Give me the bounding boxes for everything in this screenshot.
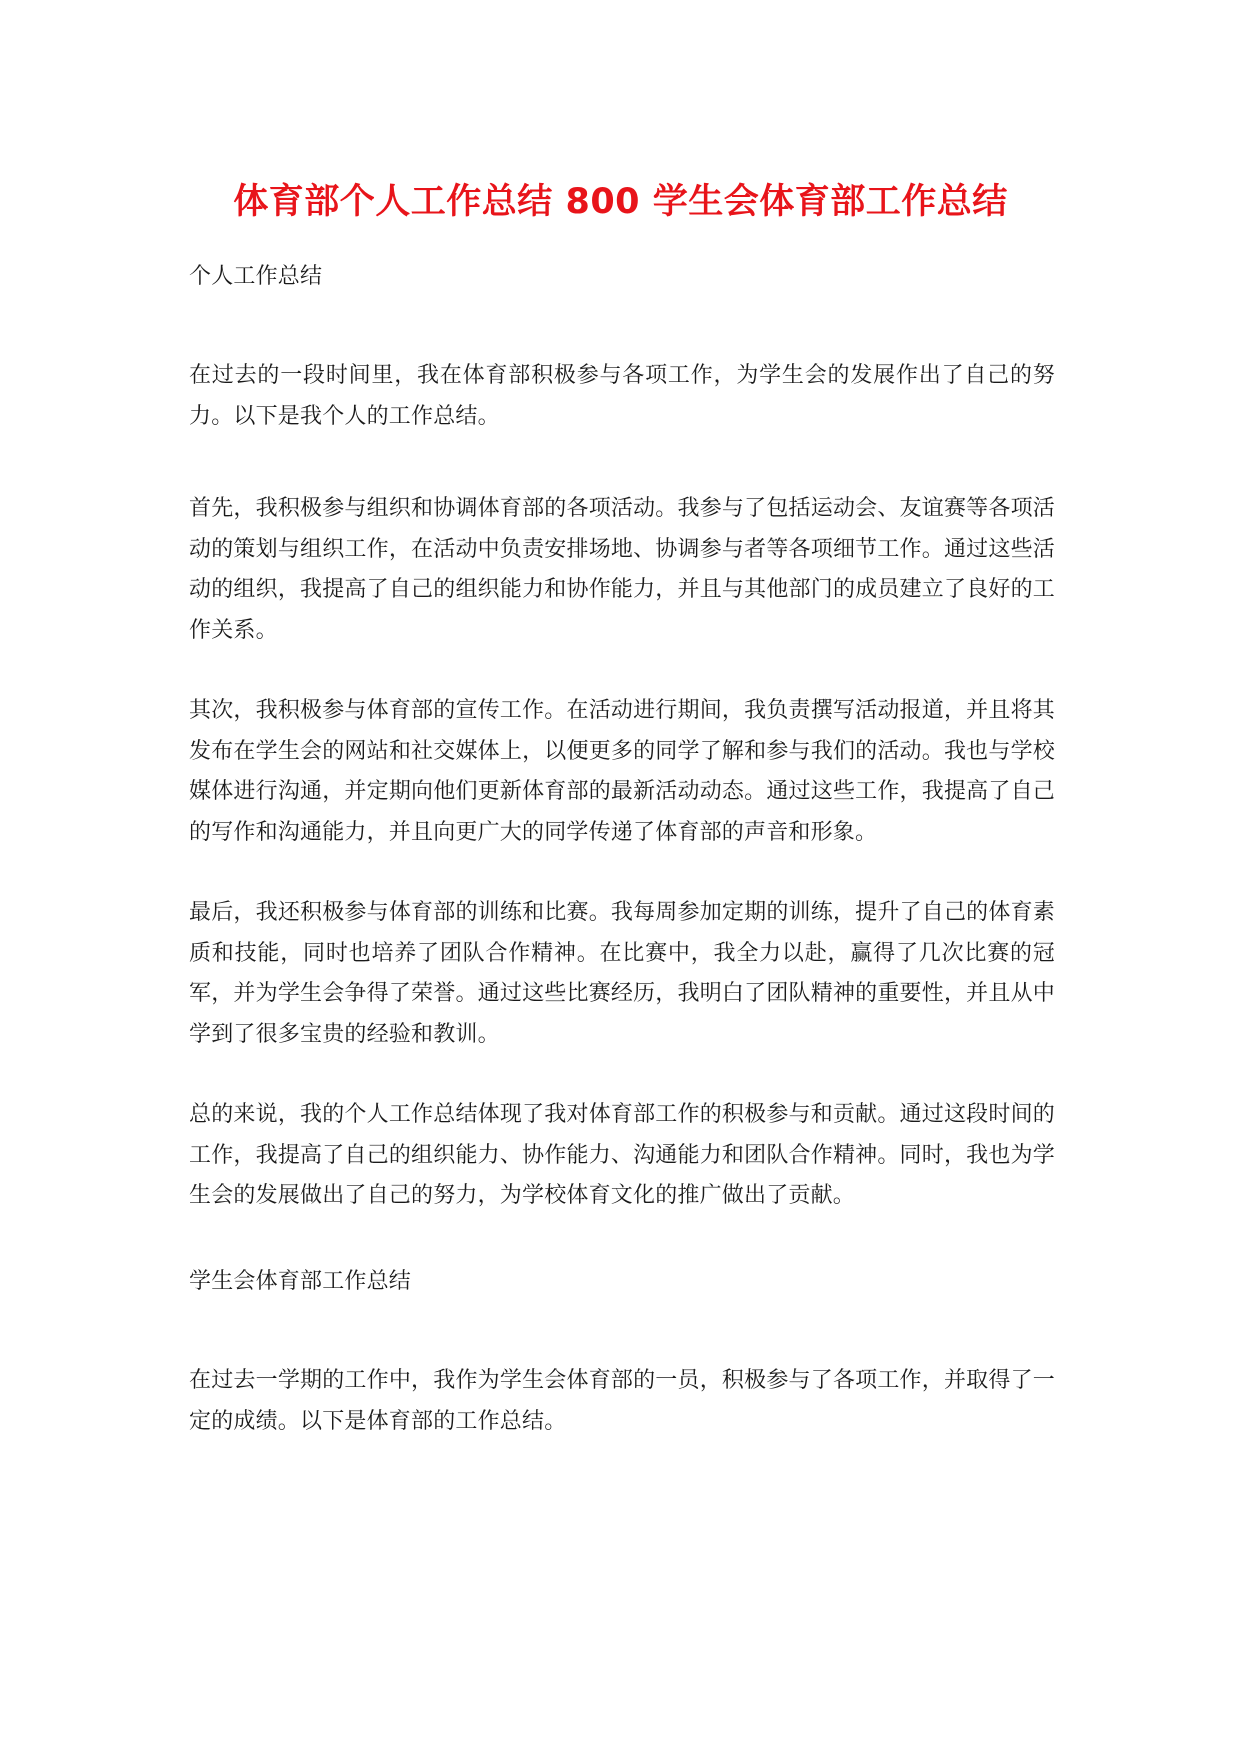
paragraph: 在过去一学期的工作中，我作为学生会体育部的一员，积极参与了各项工作，并取得了一定的成绩。以下是体育部的工作总结。: [189, 1368, 1055, 1434]
document-title: 体育部个人工作总结 800 学生会体育部工作总结: [233, 182, 1008, 222]
paragraph: 其次，我积极参与体育部的宣传工作。在活动进行期间，我负责撰写活动报道，并且将其发布在学生会的网站和社交媒体上，以便更多的同学了解和参与我们的活动。我也与学校媒体进行沟通，并定期向他们更新体育部的最新活动动态。通过这些工作，我提高了自己的写作和沟通能力，并且向更广大的同学传递了体育部的声音和形象。: [189, 698, 1055, 845]
paragraph: 首先，我积极参与组织和协调体育部的各项活动。我参与了包括运动会、友谊赛等各项活动的策划与组织工作，在活动中负责安排场地、协调参与者等各项细节工作。通过这些活动的组织，我提高了自己的组织能力和协作能力，并且与其他部门的成员建立了良好的工作关系。: [189, 496, 1055, 643]
paragraph: 最后，我还积极参与体育部的训练和比赛。我每周参加定期的训练，提升了自己的体育素质和技能，同时也培养了团队合作精神。在比赛中，我全力以赴，赢得了几次比赛的冠军，并为学生会争得了荣誉。通过这些比赛经历，我明白了团队精神的重要性，并且从中学到了很多宝贵的经验和教训。: [189, 900, 1055, 1047]
section-heading: 个人工作总结: [189, 264, 323, 289]
paragraph: 总的来说，我的个人工作总结体现了我对体育部工作的积极参与和贡献。通过这段时间的工作，我提高了自己的组织能力、协作能力、沟通能力和团队合作精神。同时，我也为学生会的发展做出了自己的努力，为学校体育文化的推广做出了贡献。: [189, 1102, 1055, 1208]
section-heading: 学生会体育部工作总结: [189, 1269, 412, 1294]
paragraph: 在过去的一段时间里，我在体育部积极参与各项工作，为学生会的发展作出了自己的努力。以下是我个人的工作总结。: [189, 363, 1055, 429]
